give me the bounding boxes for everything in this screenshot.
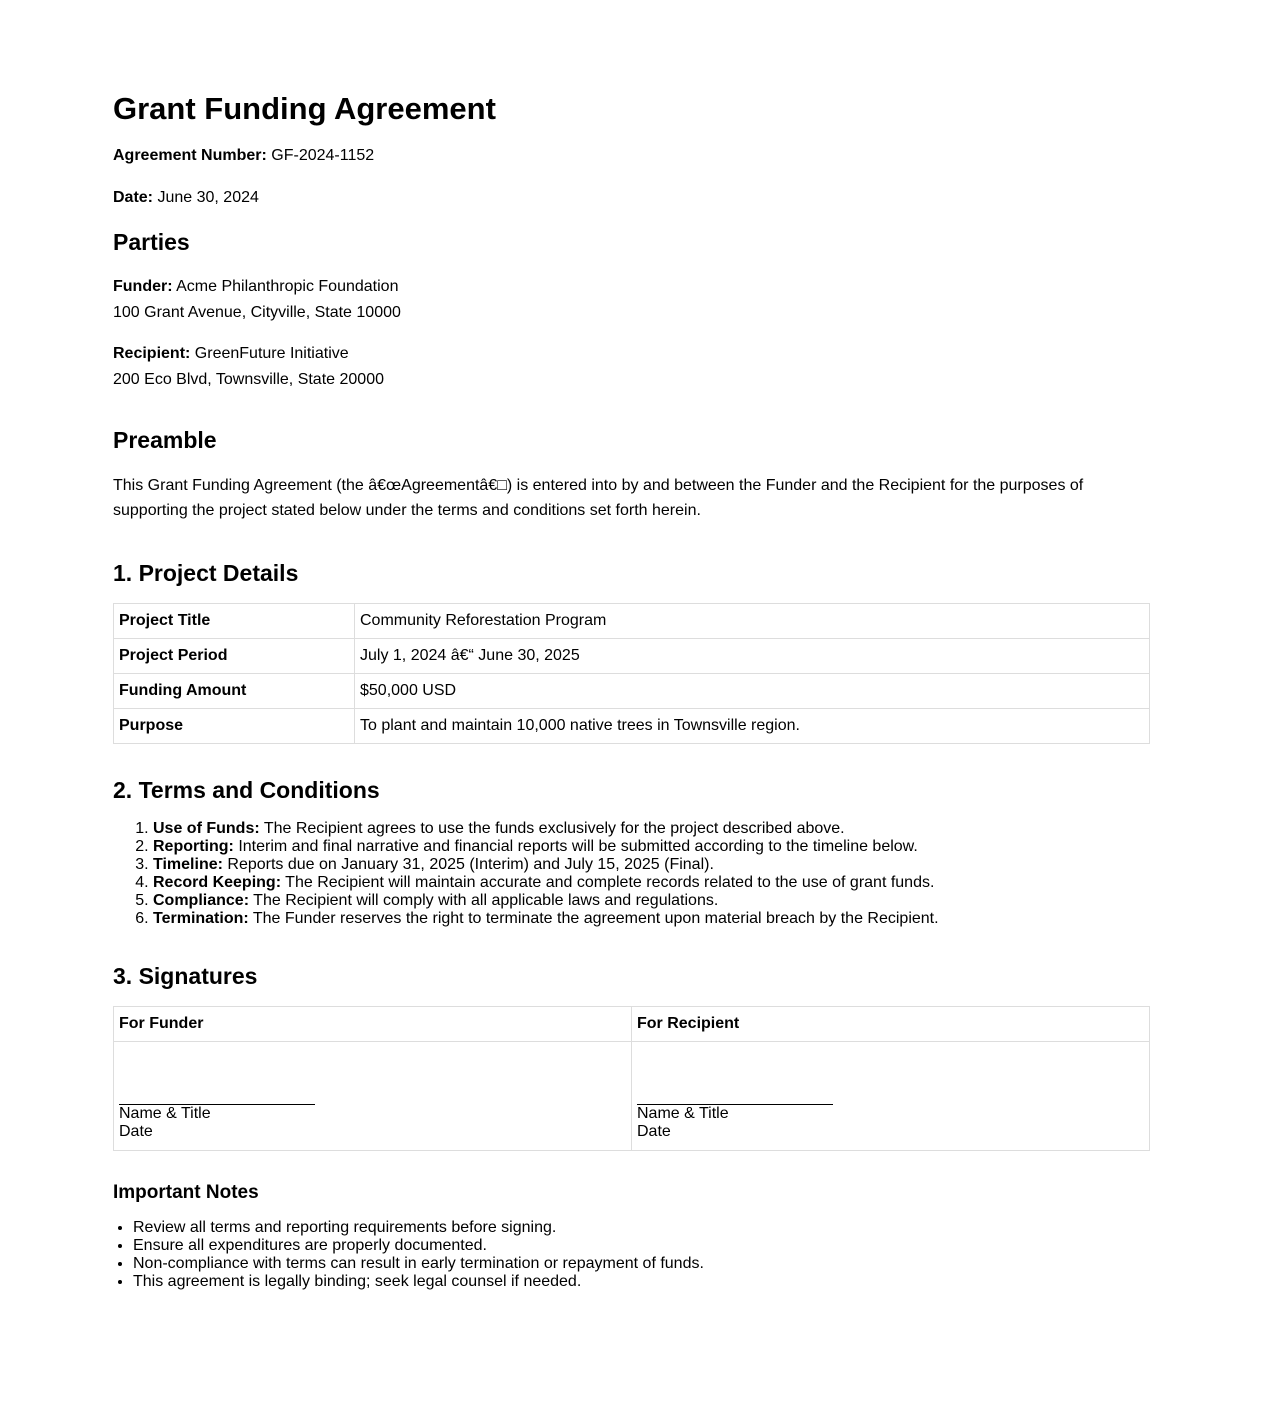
terms-heading: 2. Terms and Conditions (113, 777, 380, 803)
page-title: Grant Funding Agreement (113, 91, 496, 126)
for-recipient-header: For Recipient (632, 1007, 1150, 1042)
funder-name: Acme Philanthropic Foundation (176, 278, 399, 295)
recipient-date-label: Date (637, 1123, 671, 1140)
project-period-label: Project Period (114, 639, 355, 674)
terms-list (113, 820, 1150, 928)
project-title-value: Community Reforestation Program (355, 604, 1150, 639)
list-item: • This agreement is legally binding; seek legal counsel if needed. (133, 1273, 1150, 1291)
term-label: Reporting: (153, 838, 234, 855)
preamble-text: This Grant Funding Agreement (the â€œAgreementâ€□) is entered into by and between the Funder and the Recipient for the purposes of supporting the project stated below under the terms and conditions set forth herein. (113, 477, 1084, 519)
recipient-block (113, 341, 1150, 393)
agreement-document (113, 0, 1150, 1291)
table-row (114, 674, 1150, 709)
agreement-number (113, 145, 1150, 167)
term-label: Compliance: (153, 892, 250, 909)
signatures-heading: 3. Signatures (113, 963, 258, 989)
list-item: • Non-compliance with terms can result in early termination or repayment of funds. (133, 1255, 1150, 1273)
project-details-table (113, 603, 1150, 744)
term-label: Record Keeping: (153, 874, 282, 891)
term-text: The Recipient agrees to use the funds exclusively for the project described above. (263, 820, 845, 837)
list-item (153, 838, 1150, 856)
purpose-value: To plant and maintain 10,000 native trees in Townsville region. (355, 709, 1150, 744)
table-row (114, 1042, 1150, 1151)
funder-date-label: Date (119, 1123, 153, 1140)
parties-heading: Parties (113, 229, 190, 255)
table-row (114, 604, 1150, 639)
purpose-label: Purpose (114, 709, 355, 744)
list-item (153, 820, 1150, 838)
term-text: Reports due on January 31, 2025 (Interim) and July 15, 2025 (Final). (227, 856, 714, 873)
term-label: Termination: (153, 910, 249, 927)
important-notes-heading: Important Notes (113, 1182, 259, 1203)
term-label: Use of Funds: (153, 820, 260, 837)
list-item (153, 892, 1150, 910)
agreement-number-value: GF-2024-1152 (271, 147, 375, 164)
recipient-name: GreenFuture Initiative (194, 345, 349, 362)
agreement-number-label: Agreement Number: (113, 147, 267, 164)
funder-signature-cell (114, 1042, 632, 1151)
table-row (114, 639, 1150, 674)
project-details-heading: 1. Project Details (113, 560, 299, 586)
recipient-signature-cell (632, 1042, 1150, 1151)
funder-label: Funder: (113, 278, 173, 295)
date-label: Date: (113, 189, 154, 206)
list-item: • Ensure all expenditures are properly documented. (133, 1237, 1150, 1255)
term-label: Timeline: (153, 856, 223, 873)
list-item (153, 910, 1150, 928)
term-text: The Funder reserves the right to terminate the agreement upon material breach by the Recipient. (252, 910, 939, 927)
recipient-label: Recipient: (113, 345, 191, 362)
funder-address: 100 Grant Avenue, Cityville, State 10000 (113, 304, 401, 321)
recipient-address: 200 Eco Blvd, Townsville, State 20000 (113, 371, 384, 388)
term-text: Interim and final narrative and financial reports will be submitted according to the timeline below. (238, 838, 918, 855)
project-title-label: Project Title (114, 604, 355, 639)
table-row (114, 709, 1150, 744)
important-notes-list (113, 1219, 1150, 1291)
list-item (153, 874, 1150, 892)
agreement-date (113, 187, 1150, 209)
list-item: • Review all terms and reporting requirements before signing. (133, 1219, 1150, 1237)
funder-name-title-label: Name & Title (119, 1105, 211, 1122)
funder-block (113, 274, 1150, 326)
project-period-value: July 1, 2024 â€“ June 30, 2025 (355, 639, 1150, 674)
list-item (153, 856, 1150, 874)
term-text: The Recipient will comply with all applicable laws and regulations. (253, 892, 719, 909)
signatures-table (113, 1006, 1150, 1151)
preamble-heading: Preamble (113, 427, 217, 453)
recipient-name-title-label: Name & Title (637, 1105, 729, 1122)
term-text: The Recipient will maintain accurate and complete records related to the use of grant funds. (285, 874, 935, 891)
date-value: June 30, 2024 (157, 189, 259, 206)
funding-amount-value: $50,000 USD (355, 674, 1150, 709)
funding-amount-label: Funding Amount (114, 674, 355, 709)
table-row (114, 1007, 1150, 1042)
for-funder-header: For Funder (114, 1007, 632, 1042)
